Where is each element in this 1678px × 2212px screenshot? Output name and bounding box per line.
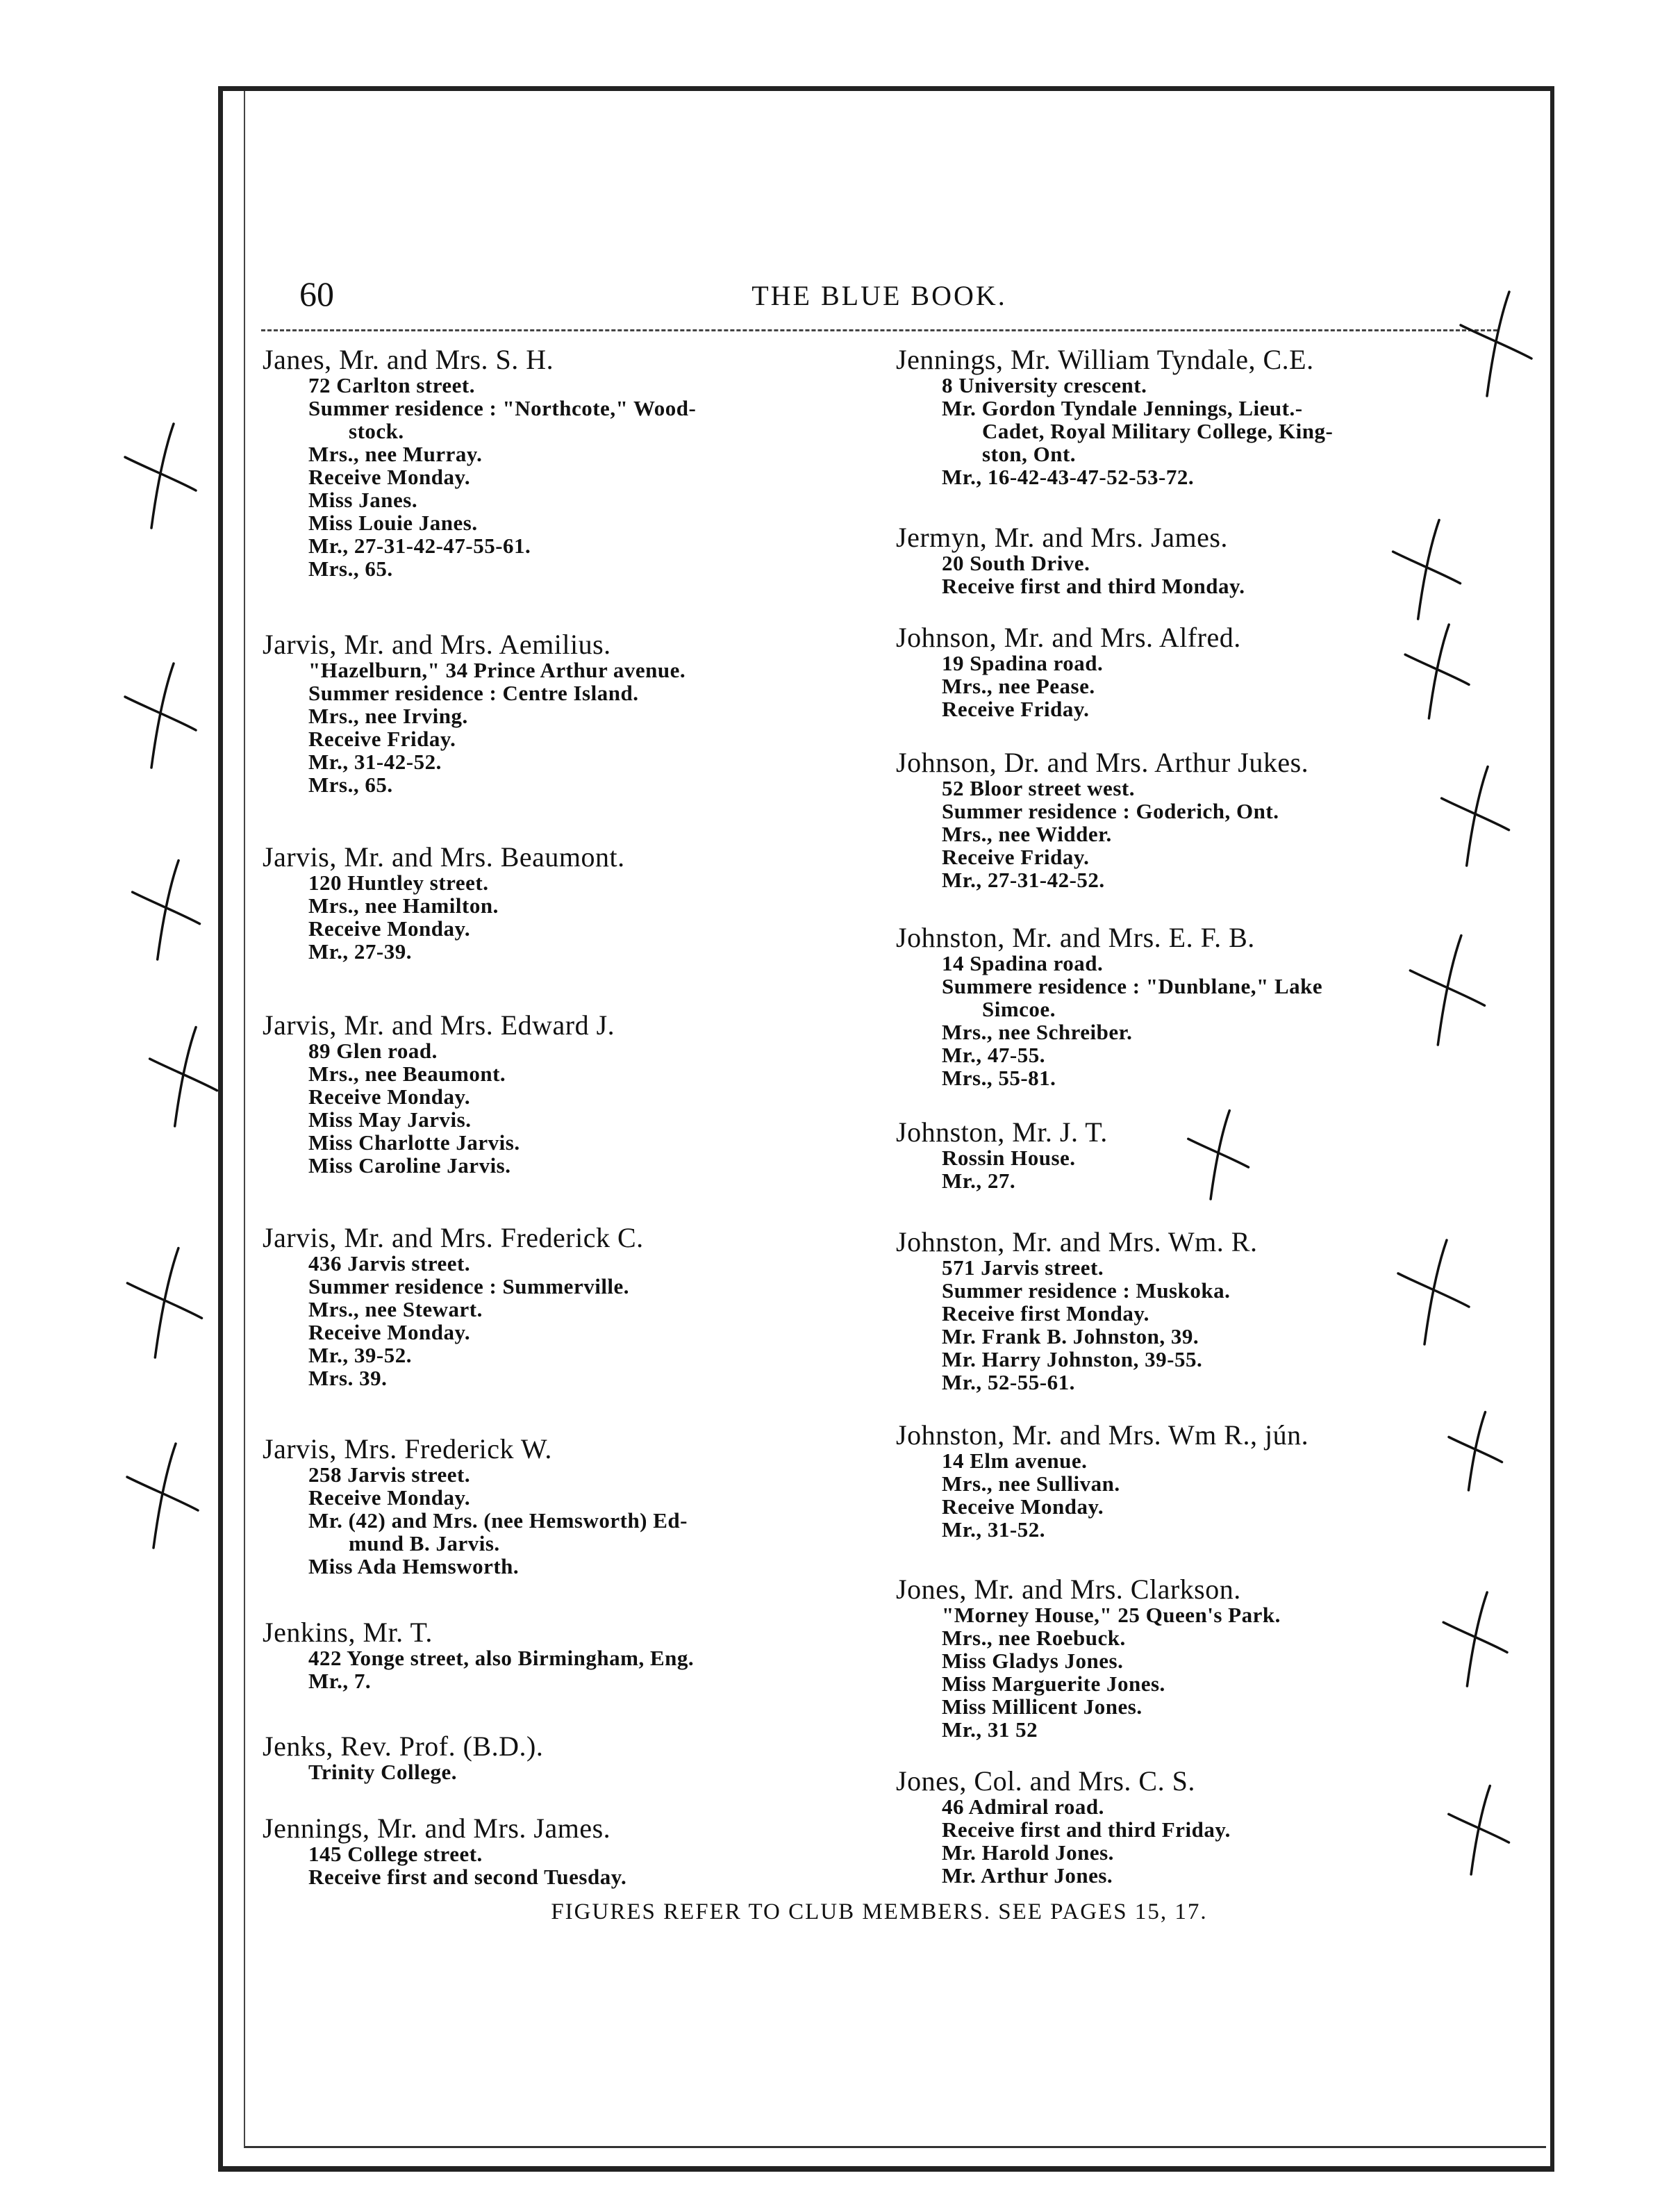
directory-entry [263, 1733, 888, 1783]
entry-details [896, 1256, 1507, 1394]
entry-detail-line: Mrs., nee Murray. [308, 442, 483, 466]
entry-detail-line: Mrs., nee Sullivan. [942, 1471, 1120, 1496]
cross-mark [127, 1444, 198, 1548]
entry-detail-line: "Hazelburn," 34 Prince Arthur avenue. [308, 658, 686, 682]
entry-detail-line: Receive Monday. [942, 1494, 1104, 1519]
directory-entry [896, 749, 1507, 891]
entry-detail-line: Mrs., nee Schreiber. [942, 1020, 1133, 1044]
entry-detail-line: Mr., 27-39. [308, 939, 412, 964]
entry-name: Johnston, Mr. and Mrs. Wm R., jún. [896, 1419, 1309, 1451]
entry-detail-line: 19 Spadina road. [942, 651, 1104, 675]
directory-entry [896, 346, 1507, 488]
entry-detail-line: Mrs., 65. [308, 773, 393, 797]
directory-entry [263, 1815, 888, 1888]
entry-detail-line: Mr., 7. [308, 1669, 372, 1693]
directory-entry [896, 1421, 1507, 1541]
entry-detail-line: Summere residence : "Dunblane," Lake [942, 974, 1323, 998]
entry-details [263, 374, 888, 580]
entry-detail-line: Mr., 31-52. [942, 1517, 1045, 1542]
entry-detail-line: Miss Louie Janes. [308, 511, 478, 535]
directory-entry [896, 1576, 1507, 1741]
entry-name: Janes, Mr. and Mrs. S. H. [263, 344, 554, 375]
entry-name: Jenkins, Mr. T. [263, 1617, 433, 1648]
entry-detail-line: stock. [349, 419, 404, 443]
entry-detail-line: Miss Ada Hemsworth. [308, 1554, 520, 1578]
entry-details [896, 1146, 1507, 1192]
entry-detail-line: Mr., 27-31-42-47-55-61. [308, 534, 531, 558]
cross-mark [150, 1027, 217, 1127]
entry-details [896, 1795, 1507, 1887]
entry-name: Jarvis, Mr. and Mrs. Beaumont. [263, 841, 625, 873]
entry-detail-line: Receive Monday. [308, 465, 471, 489]
entry-detail-line: Mr. Frank B. Johnston, 39. [942, 1324, 1199, 1348]
entry-name: Jones, Mr. and Mrs. Clarkson. [896, 1574, 1241, 1605]
cross-mark [127, 1248, 201, 1358]
entry-name: Jarvis, Mr. and Mrs. Aemilius. [263, 629, 611, 660]
entry-detail-line: 72 Carlton street. [308, 373, 476, 397]
entry-detail-line: Summer residence : Summerville. [308, 1274, 630, 1298]
entry-name: Jennings, Mr. William Tyndale, C.E. [896, 344, 1314, 375]
cross-mark [125, 424, 196, 528]
entry-detail-line: mund B. Jarvis. [349, 1531, 500, 1555]
page-number: 60 [299, 274, 334, 313]
entry-detail-line: Mrs., 65. [308, 556, 393, 581]
entry-detail-line: Mr., 27-31-42-52. [942, 868, 1105, 892]
entry-detail-line: Mrs., nee Beaumont. [308, 1062, 506, 1086]
entry-details [263, 1646, 888, 1692]
entry-detail-line: 571 Jarvis street. [942, 1255, 1104, 1280]
entry-details [263, 1039, 888, 1177]
entry-detail-line: ston, Ont. [982, 442, 1077, 466]
entry-details [263, 1463, 888, 1578]
entry-detail-line: Summer residence : Muskoka. [942, 1278, 1231, 1303]
entry-detail-line: Mr., 27. [942, 1169, 1016, 1193]
entry-detail-line: Rossin House. [942, 1146, 1076, 1170]
entry-detail-line: Receive first and third Friday. [942, 1817, 1231, 1842]
entry-name: Jermyn, Mr. and Mrs. James. [896, 522, 1228, 553]
directory-entry [896, 624, 1507, 720]
entry-details [263, 1760, 888, 1783]
entry-details [896, 374, 1507, 488]
entry-detail-line: Simcoe. [982, 997, 1056, 1021]
entry-details [896, 777, 1507, 891]
directory-entry [896, 524, 1507, 597]
page-footer: FIGURES REFER TO CLUB MEMBERS. SEE PAGES 15, 17. [551, 1899, 1208, 1924]
entry-detail-line: 8 University crescent. [942, 373, 1147, 397]
directory-entry [263, 1224, 888, 1389]
entry-detail-line: Mr., 52-55-61. [942, 1370, 1075, 1394]
entry-detail-line: Mr. Arthur Jones. [942, 1863, 1113, 1888]
entry-detail-line: Miss Caroline Jarvis. [308, 1153, 511, 1178]
entry-name: Johnston, Mr. and Mrs. E. F. B. [896, 922, 1255, 953]
entry-detail-line: "Morney House," 25 Queen's Park. [942, 1603, 1281, 1627]
entry-detail-line: Receive first Monday. [942, 1301, 1149, 1326]
entry-name: Jones, Col. and Mrs. C. S. [896, 1765, 1195, 1797]
entry-detail-line: Summer residence : Goderich, Ont. [942, 799, 1279, 823]
entry-detail-line: Mrs., nee Irving. [308, 704, 468, 728]
entry-detail-line: Mr. Harold Jones. [942, 1840, 1114, 1865]
directory-entry [896, 924, 1507, 1089]
entry-name: Johnson, Dr. and Mrs. Arthur Jukes. [896, 747, 1309, 778]
entry-detail-line: Miss Charlotte Jarvis. [308, 1130, 520, 1155]
entry-name: Johnston, Mr. J. T. [896, 1116, 1108, 1148]
entry-detail-line: Receive first and second Tuesday. [308, 1865, 627, 1889]
entry-details [896, 1603, 1507, 1741]
entry-name: Jarvis, Mr. and Mrs. Frederick C. [263, 1222, 644, 1253]
entry-details [263, 871, 888, 963]
directory-entry [896, 1228, 1507, 1394]
entry-detail-line: Mr. Gordon Tyndale Jennings, Lieut.- [942, 396, 1303, 420]
entry-details [896, 552, 1507, 597]
entry-detail-line: Miss May Jarvis. [308, 1107, 472, 1132]
entry-detail-line: Mr., 39-52. [308, 1343, 412, 1367]
running-title: THE BLUE BOOK. [751, 280, 1007, 311]
entry-name: Jenks, Rev. Prof. (B.D.). [263, 1731, 544, 1762]
entry-detail-line: 52 Bloor street west. [942, 776, 1135, 800]
entry-detail-line: Receive first and third Monday. [942, 574, 1245, 598]
entry-detail-line: Mr. (42) and Mrs. (nee Hemsworth) Ed- [308, 1508, 688, 1533]
entry-detail-line: Trinity College. [308, 1760, 458, 1784]
entry-detail-line: 258 Jarvis street. [308, 1462, 471, 1487]
directory-entry [263, 1619, 888, 1692]
entry-detail-line: Receive Monday. [308, 1084, 471, 1109]
entry-detail-line: 14 Elm avenue. [942, 1448, 1088, 1473]
entry-detail-line: Mrs., nee Pease. [942, 674, 1095, 698]
cross-mark [125, 663, 196, 768]
entry-details [896, 952, 1507, 1089]
entry-name: Jennings, Mr. and Mrs. James. [263, 1813, 611, 1844]
entry-detail-line: 422 Yonge street, also Birmingham, Eng. [308, 1646, 695, 1670]
entry-detail-line: Mr., 47-55. [942, 1043, 1045, 1067]
directory-entry [263, 843, 888, 963]
entry-detail-line: Mrs., 55-81. [942, 1066, 1056, 1090]
entry-details [263, 1842, 888, 1888]
entry-detail-line: Mrs., nee Widder. [942, 822, 1112, 846]
entry-detail-line: Miss Marguerite Jones. [942, 1672, 1165, 1696]
entry-detail-line: Receive Monday. [308, 1485, 471, 1510]
entry-detail-line: Mr. Harry Johnston, 39-55. [942, 1347, 1203, 1371]
entry-detail-line: Miss Gladys Jones. [942, 1649, 1124, 1673]
entry-detail-line: Mrs., nee Roebuck. [942, 1626, 1126, 1650]
entry-detail-line: Receive Friday. [308, 727, 456, 751]
entry-detail-line: 46 Admiral road. [942, 1794, 1104, 1819]
entry-detail-line: Mr., 31-42-52. [308, 750, 442, 774]
entry-detail-line: Receive Friday. [942, 845, 1090, 869]
entry-detail-line: Receive Friday. [942, 697, 1090, 721]
entry-detail-line: 89 Glen road. [308, 1039, 438, 1063]
entry-detail-line: 20 South Drive. [942, 551, 1090, 575]
entry-detail-line: Summer residence : "Northcote," Wood- [308, 396, 697, 420]
entry-detail-line: Miss Janes. [308, 488, 418, 512]
entry-detail-line: Mrs. 39. [308, 1366, 388, 1390]
directory-entry [263, 1009, 888, 1178]
entry-detail-line: 145 College street. [308, 1842, 483, 1866]
entry-detail-line: Mr., 31 52 [942, 1717, 1038, 1742]
entry-detail-line: Mr., 16-42-43-47-52-53-72. [942, 465, 1195, 489]
directory-entry [263, 346, 888, 580]
directory-entry [263, 631, 888, 796]
entry-detail-line: Summer residence : Centre Island. [308, 681, 639, 705]
entry-details [263, 659, 888, 796]
entry-name: Johnson, Mr. and Mrs. Alfred. [896, 622, 1241, 653]
entry-detail-line: Receive Monday. [308, 1320, 471, 1344]
entry-detail-line: Mrs., nee Hamilton. [308, 893, 499, 918]
entry-name: Johnston, Mr. and Mrs. Wm. R. [896, 1226, 1258, 1257]
cross-mark [133, 861, 200, 960]
entry-detail-line: 14 Spadina road. [942, 951, 1104, 975]
page-header [261, 274, 1497, 331]
entry-detail-line: Receive Monday. [308, 916, 471, 941]
entry-detail-line: Miss Millicent Jones. [942, 1694, 1143, 1719]
entry-detail-line: 120 Huntley street. [308, 870, 489, 895]
entry-name: Jarvis, Mr. and Mrs. Edward J. [263, 1009, 615, 1041]
entry-details [263, 1252, 888, 1389]
entry-detail-line: 436 Jarvis street. [308, 1251, 471, 1276]
entry-detail-line: Cadet, Royal Military College, King- [982, 419, 1334, 443]
directory-entry [896, 1767, 1507, 1887]
entry-detail-line: Mrs., nee Stewart. [308, 1297, 483, 1321]
directory-entry [896, 1116, 1507, 1193]
entry-details [896, 1449, 1507, 1541]
entry-name: Jarvis, Mrs. Frederick W. [263, 1433, 552, 1464]
entry-details [896, 652, 1507, 720]
directory-entry [263, 1435, 888, 1578]
